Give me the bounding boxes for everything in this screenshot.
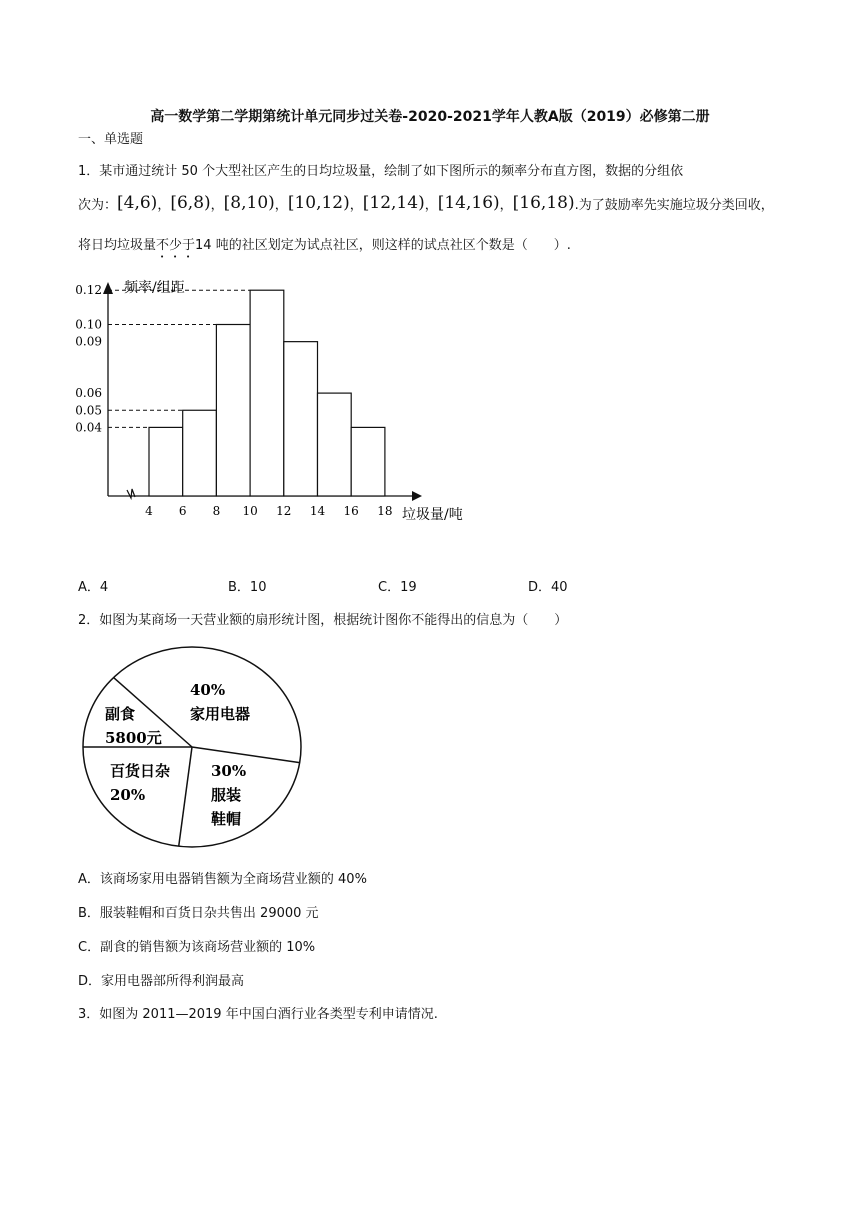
x-tick-label: 14 (309, 504, 326, 518)
interval-6: [14,16) (437, 193, 500, 213)
q3-stem: 3．如图为 2011—2019 年中国白酒行业各类型专利申请情况. (78, 1007, 438, 1022)
histogram-bar (183, 410, 217, 496)
interval-2: [6,8) (170, 193, 211, 213)
pie-slice-label: 20% (110, 786, 146, 804)
q2-option-c: C．副食的销售额为该商场营业额的 10% (78, 940, 316, 955)
y-tick-label: 0.09 (75, 334, 102, 349)
interval-4: [10,12) (287, 193, 350, 213)
x-tick-label: 16 (343, 504, 359, 518)
x-tick-label: 8 (212, 504, 221, 518)
pie-slice-label: 服装 (211, 786, 242, 804)
section-heading: 一、单选题 (78, 132, 144, 147)
q1-stem-line1: 1．某市通过统计 50 个大型社区产生的日均垃圾量，绘制了如下图所示的频率分布直方图，数据的分组依 (78, 164, 684, 179)
histogram-bar (250, 290, 284, 496)
pie-slice-label: 鞋帽 (211, 810, 242, 828)
y-tick-label: 0.05 (75, 403, 102, 418)
histogram-chart (60, 270, 500, 532)
q1-suffix: .为了鼓励率先实施垃圾分类回收， (574, 197, 774, 213)
q1-stem-line2: 次为： [4,6) ， [6,8) ， [8,10) ， [10,12) ， [12,14) ， [14,16) ， [16,18) .为了鼓励率先实施垃圾分类回收， (78, 193, 774, 213)
y-tick-label: 0.10 (75, 317, 102, 332)
y-axis-label: 频率/组距 (124, 280, 185, 296)
pie-chart (70, 635, 320, 860)
x-tick-label: 18 (377, 504, 393, 518)
pie-slice-label: 副食 (105, 705, 136, 723)
q1-option-a: A．4 (78, 580, 109, 595)
interval-1: [4,6) (117, 193, 158, 213)
interval-3: [8,10) (223, 193, 275, 213)
histogram-bar (318, 393, 352, 496)
histogram-bar (351, 427, 385, 496)
q1-emphasis-text: 不少于 (156, 238, 196, 253)
document-title: 高一数学第二学期第统计单元同步过关卷-2020-2021学年人教A版（2019）必修第二册 (150, 109, 710, 125)
pie-slice-label: 家用电器 (190, 705, 251, 723)
pie-slice-label: 百货日杂 (110, 762, 171, 780)
y-tick-label: 0.04 (75, 420, 102, 435)
interval-7: [16,18) (512, 193, 575, 213)
histogram-bar (284, 342, 318, 496)
q1-option-c: C．19 (378, 580, 417, 595)
q2-stem: 2．如图为某商场一天营业额的扇形统计图，根据统计图你不能得出的信息为（ ） (78, 613, 568, 628)
pie-slice-label: 30% (211, 762, 247, 780)
q2-option-b: B．服装鞋帽和百货日杂共售出 29000 元 (78, 906, 319, 921)
q2-option-a: A．该商场家用电器销售额为全商场营业额的 40% (78, 872, 367, 887)
histogram-bar (216, 325, 250, 497)
pie-slice-label: 5800元 (105, 729, 162, 747)
q2-option-d: D．家用电器部所得利润最高 (78, 974, 245, 989)
pie-slice-label: 40% (190, 681, 226, 699)
x-axis-label: 垃圾量/吨 (402, 507, 463, 523)
y-tick-label: 0.06 (75, 386, 102, 401)
q1-line3-b: 14 吨的社区划定为试点社区，则这样的试点社区个数是（ ）. (195, 238, 571, 253)
q1-stem-line3 (78, 234, 571, 261)
q1-option-d: D．40 (528, 580, 568, 595)
x-tick-label: 12 (276, 504, 292, 518)
y-tick-label: 0.12 (75, 283, 102, 298)
x-tick-label: 10 (242, 504, 258, 518)
histogram-bar (149, 427, 183, 496)
x-tick-label: 6 (178, 504, 187, 518)
q1-line3-a: 将日均垃圾量 (78, 238, 157, 253)
x-tick-label: 4 (145, 504, 153, 518)
q1-prefix: 次为： (78, 197, 118, 213)
interval-5: [12,14) (362, 193, 425, 213)
q1-option-b: B．10 (228, 580, 267, 595)
